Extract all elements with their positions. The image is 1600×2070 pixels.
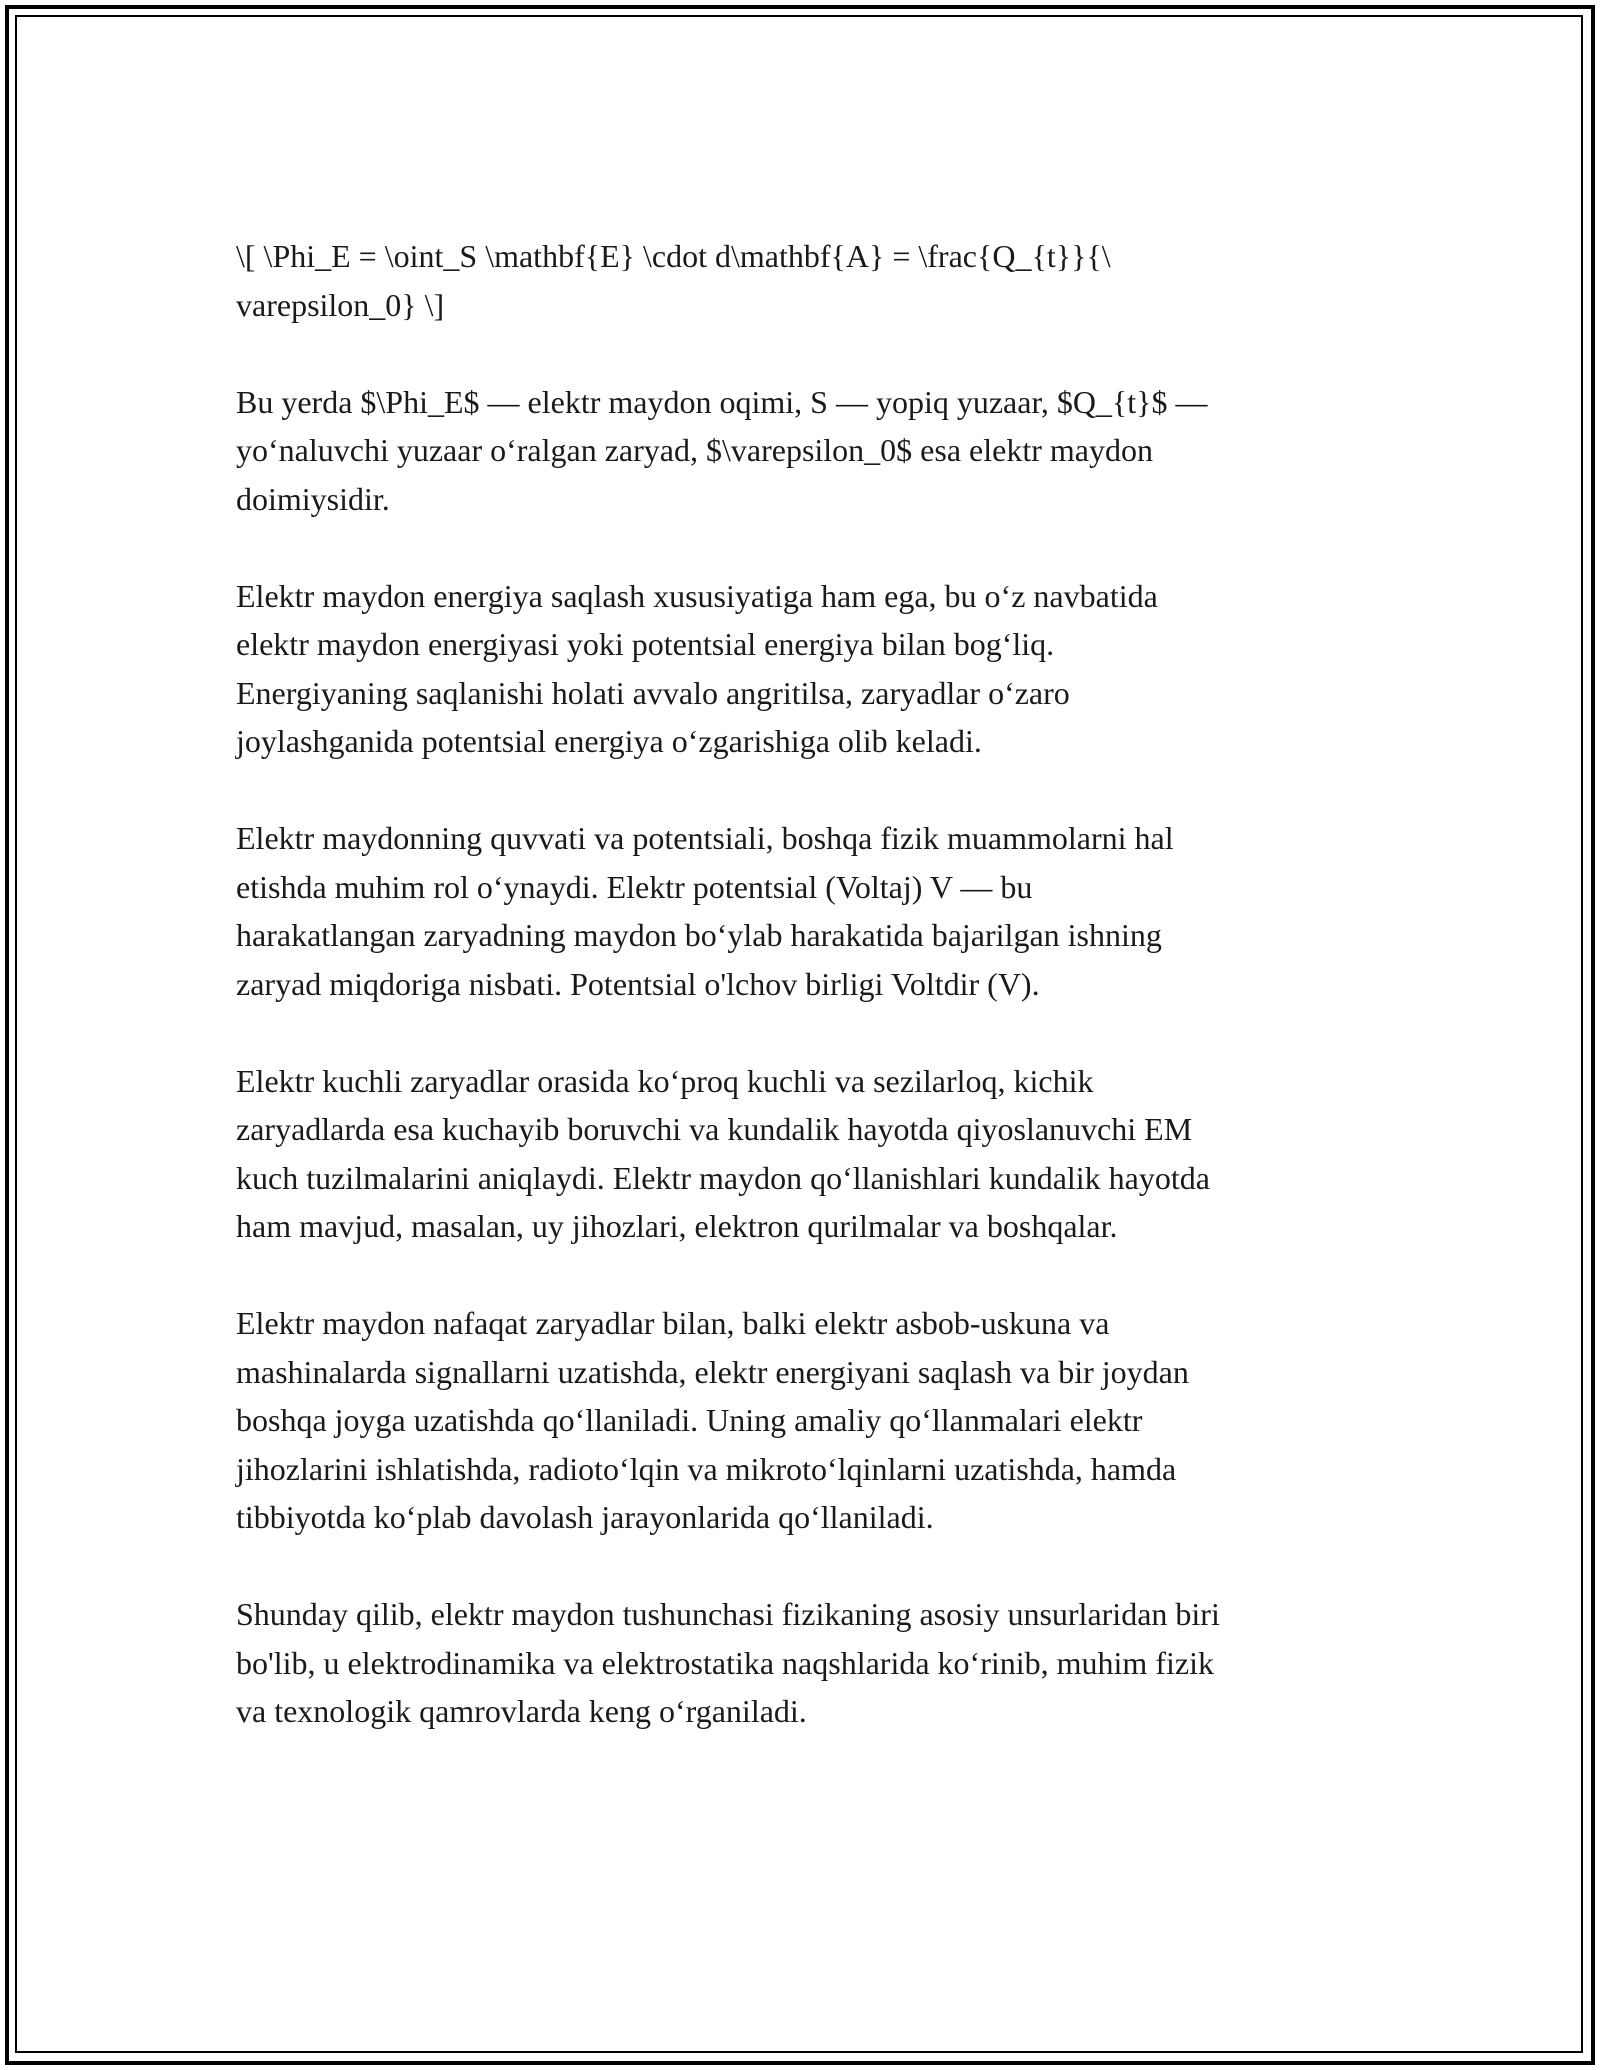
paragraph: Elektr kuchli zaryadlar orasida koʻproq kuchli va sezilarloq, kichik zaryadlarda esa kuchayib boruvchi va kundalik hayotda qiyoslanuvchi EM kuch tuzilmalarini aniqlaydi. Elektr maydon qoʻllanishlari kundalik hayotda ham mavjud, masalan, uy jihozlari, elektron qurilmalar va boshqalar. — [236, 1062, 1210, 1244]
formula-paragraph: \[ \Phi_E = \oint_S \mathbf{E} \cdot d\mathbf{A} = \frac{Q_{t}}{\ varepsilon_0} \] — [236, 238, 1111, 323]
paragraph: Elektr maydonning quvvati va potentsiali, boshqa fizik muammolarni hal etishda muhim rol oʻynaydi. Elektr potentsial (Voltaj) V — bu harakatlangan zaryadning maydon boʻylab harakatida bajarilgan ishning zaryad miqdoriga nisbati. Potentsial o'lchov birligi Voltdir (V). — [236, 820, 1174, 1002]
paragraph: Bu yerda $\Phi_E$ — elektr maydon oqimi, S — yopiq yuzaar, $Q_{t}$ — yoʻnaluvchi yuzaar oʻralgan zaryad, $\varepsilon_0$ esa elektr maydon doimiysidir. — [236, 383, 1208, 517]
paragraph: Elektr maydon energiya saqlash xususiyatiga ham ega, bu oʻz navbatida elektr maydon energiyasi yoki potentsial energiya bilan bogʻliq. Energiyaning saqlanishi holati avvalo angritilsa, zaryadlar oʻzaro joylashganida potentsial energiya oʻzgarishiga olib keladi. — [236, 577, 1158, 759]
paragraph: Elektr maydon nafaqat zaryadlar bilan, balki elektr asbob-uskuna va mashinalarda signallarni uzatishda, elektr energiyani saqlash va bir joydan boshqa joyga uzatishda qoʻllaniladi. Uning amaliy qoʻllanmalari elektr jihozlarini ishlatishda, radiotoʻlqin va mikrotoʻlqinlarni uzatishda, hamda tibbiyotda koʻplab davolash jarayonlarida qoʻllaniladi. — [236, 1305, 1189, 1535]
paragraph: Shunday qilib, elektr maydon tushunchasi fizikaning asosiy unsurlaridan biri bo'lib, u elektrodinamika va elektrostatika naqshlarida koʻrinib, muhim fizik va texnologik qamrovlarda keng oʻrganiladi. — [236, 1596, 1220, 1729]
document-body — [236, 232, 1376, 1784]
